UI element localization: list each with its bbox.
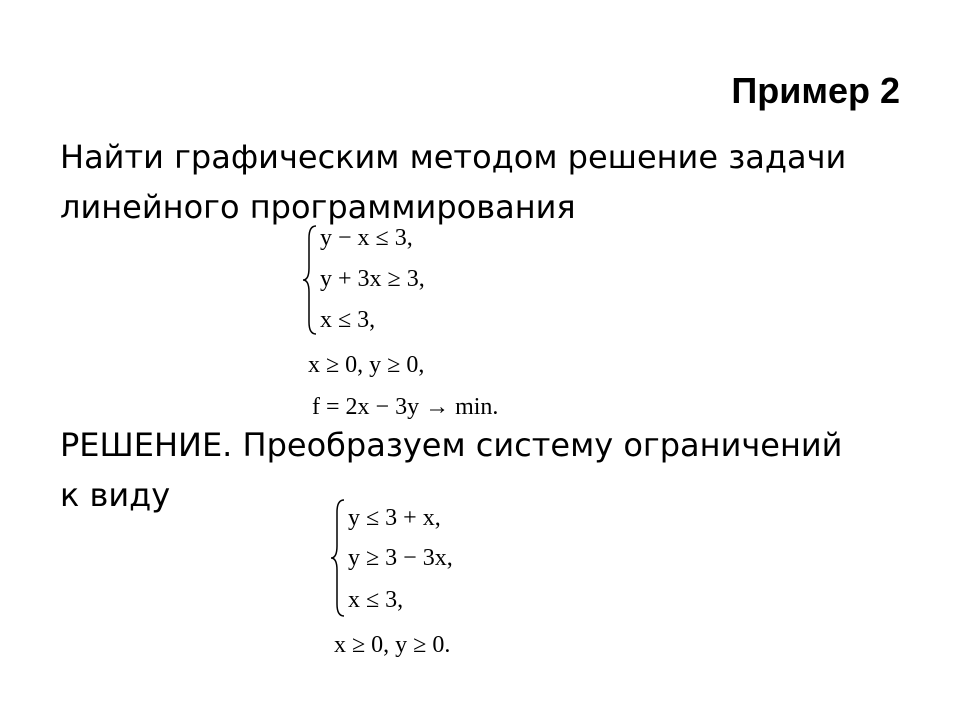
system2-brace: [330, 498, 346, 618]
objective-function: f = 2x − 3y → min.: [312, 394, 499, 420]
solution-text: [60, 420, 920, 520]
slide-title: Пример 2: [731, 70, 900, 111]
solution-text-line-2: к виду: [60, 476, 171, 514]
system1-constraint-3: x ≤ 3,: [320, 307, 376, 333]
system1-brace: [302, 224, 318, 336]
system1-constraint-2: y + 3x ≥ 3,: [320, 266, 425, 292]
solution-text-line-1: РЕШЕНИЕ. Преобразуем систему ограничений: [60, 426, 843, 464]
system2-constraint-2: y ≥ 3 − 3x,: [348, 545, 453, 571]
task-statement: [60, 132, 920, 232]
system1-nonnegativity: x ≥ 0, y ≥ 0,: [308, 352, 425, 378]
task-statement-line-1: Найти графическим методом решение задачи: [60, 138, 847, 176]
system2-nonnegativity: x ≥ 0, y ≥ 0.: [334, 632, 451, 658]
system2-constraint-3: x ≤ 3,: [348, 587, 404, 613]
system1-constraint-1: y − x ≤ 3,: [320, 225, 413, 251]
system2-constraint-1: y ≤ 3 + x,: [348, 505, 441, 531]
task-statement-line-2: линейного программирования: [60, 188, 576, 226]
